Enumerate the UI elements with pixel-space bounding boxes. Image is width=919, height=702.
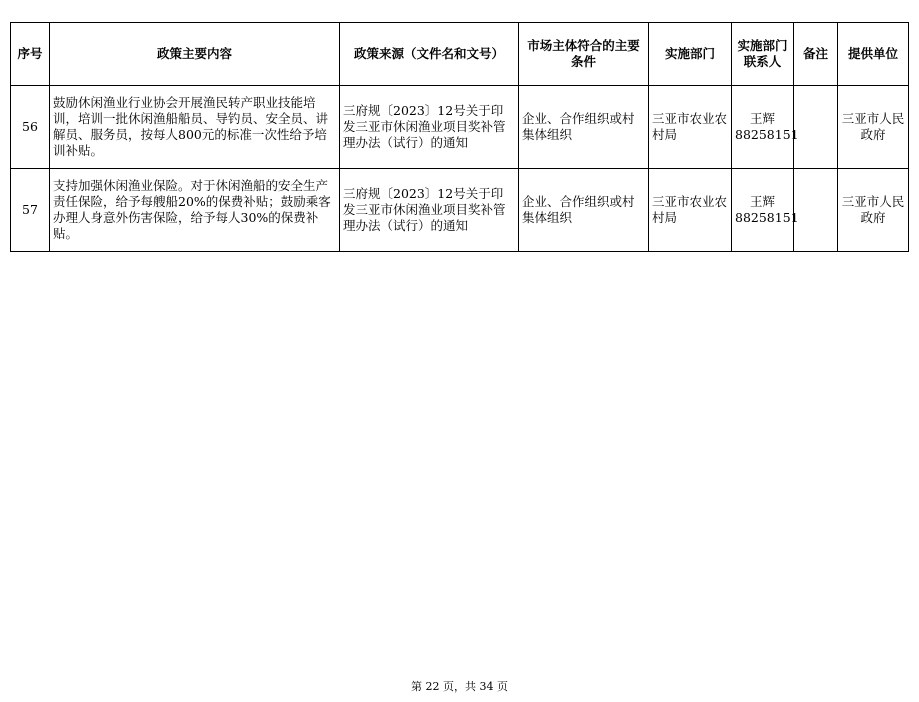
cell-contact (732, 169, 799, 252)
header-content: 政策主要内容 (50, 23, 340, 86)
cell-provider: 三亚市人民政府 (838, 86, 909, 169)
header-remark: 备注 (794, 23, 838, 86)
contact-name: 王辉 (749, 111, 775, 126)
contact-phone: 88258151 (735, 127, 799, 142)
cell-conditions: 企业、合作组织或村集体组织 (519, 169, 649, 252)
header-source: 政策来源（文件名和文号） (340, 23, 519, 86)
page-footer: 第 22 页，共 34 页 (411, 680, 508, 693)
header-conditions: 市场主体符合的主要条件 (519, 23, 649, 86)
cell-remark (794, 86, 838, 169)
cell-remark (794, 169, 838, 252)
table-row (11, 86, 909, 169)
cell-department: 三亚市农业农村局 (649, 86, 732, 169)
header-contact: 实施部门联系人 (732, 23, 794, 86)
cell-content: 鼓励休闲渔业行业协会开展渔民转产职业技能培训，培训一批休闲渔船船员、导钓员、安全员、讲解员、服务员，按每人800元的标准一次性给予培训补贴。 (50, 86, 340, 169)
cell-seq: 57 (11, 169, 50, 252)
header-seq: 序号 (11, 23, 50, 86)
cell-seq: 56 (11, 86, 50, 169)
header-provider: 提供单位 (838, 23, 909, 86)
policy-table (10, 22, 909, 252)
cell-provider: 三亚市人民政府 (838, 169, 909, 252)
cell-source: 三府规〔2023〕12号关于印发三亚市休闲渔业项目奖补管理办法（试行）的通知 (340, 169, 519, 252)
contact-name: 王辉 (749, 194, 775, 209)
contact-phone: 88258151 (735, 210, 799, 225)
table-row (11, 169, 909, 252)
cell-content: 支持加强休闲渔业保险。对于休闲渔船的安全生产责任保险，给予每艘船20%的保费补贴；鼓励乘客办理人身意外伤害保险，给予每人30%的保费补贴。 (50, 169, 340, 252)
cell-contact (732, 86, 799, 169)
cell-department: 三亚市农业农村局 (649, 169, 732, 252)
cell-source: 三府规〔2023〕12号关于印发三亚市休闲渔业项目奖补管理办法（试行）的通知 (340, 86, 519, 169)
header-row (11, 23, 909, 86)
header-department: 实施部门 (649, 23, 732, 86)
cell-conditions: 企业、合作组织或村集体组织 (519, 86, 649, 169)
